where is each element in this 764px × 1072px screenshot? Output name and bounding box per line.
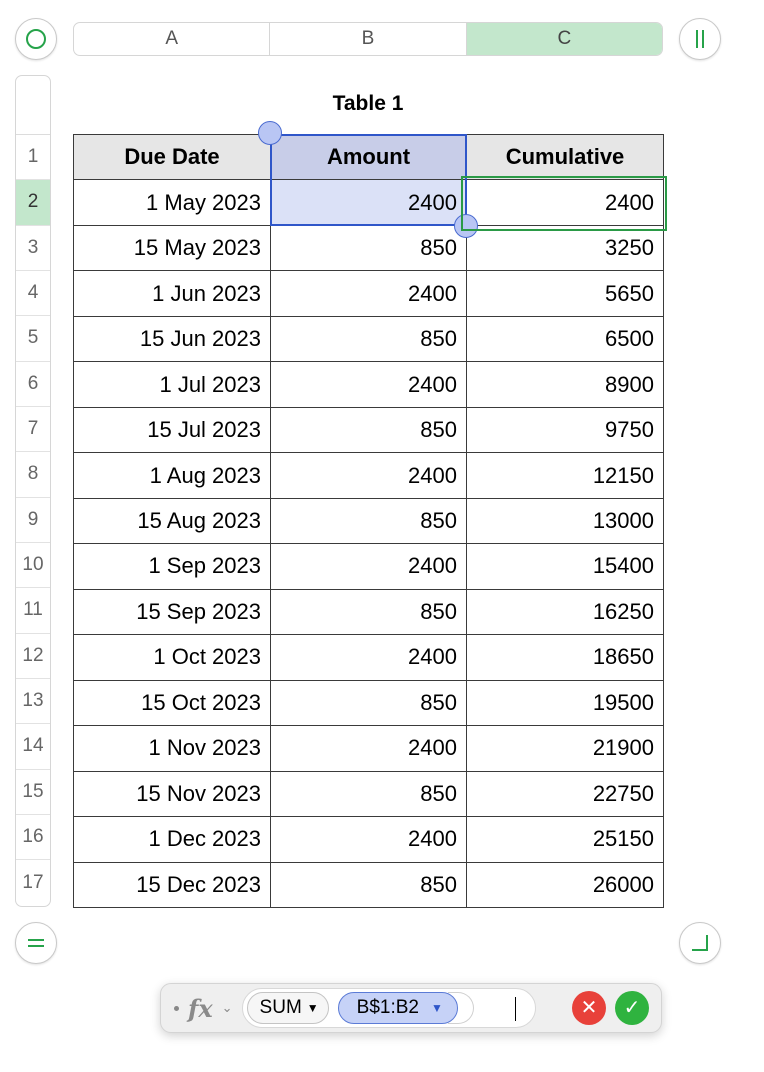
cumulative-cell[interactable]: 21900	[467, 726, 664, 771]
row-header[interactable]: 2	[16, 180, 50, 225]
table-row	[74, 589, 664, 634]
function-name: SUM	[259, 997, 302, 1018]
row-header[interactable]: 17	[22, 871, 44, 893]
table-row	[74, 180, 664, 225]
formula-bar	[160, 983, 662, 1033]
dropdown-arrow-icon[interactable]: ▼	[306, 1001, 319, 1015]
row-header[interactable]: 11	[16, 588, 50, 633]
due-date-cell[interactable]: 1 Sep 2023	[74, 544, 271, 589]
cumulative-cell[interactable]: 25150	[467, 817, 664, 862]
due-date-cell[interactable]: 15 Nov 2023	[74, 771, 271, 816]
row-header-bar	[15, 75, 51, 907]
amount-cell[interactable]: 2400	[271, 726, 467, 771]
due-date-cell[interactable]: 15 Aug 2023	[74, 498, 271, 543]
table-row	[74, 817, 664, 862]
due-date-cell[interactable]: 1 Nov 2023	[74, 726, 271, 771]
due-date-cell[interactable]: 1 Aug 2023	[74, 453, 271, 498]
due-date-cell[interactable]: 1 May 2023	[74, 180, 271, 225]
amount-cell[interactable]: 2400	[271, 180, 467, 225]
amount-cell[interactable]: 850	[271, 771, 467, 816]
due-date-cell[interactable]: 1 Dec 2023	[74, 817, 271, 862]
table-row	[74, 225, 664, 270]
amount-cell[interactable]: 2400	[271, 635, 467, 680]
amount-cell[interactable]: 850	[271, 225, 467, 270]
due-date-cell[interactable]: 15 May 2023	[74, 225, 271, 270]
row-header[interactable]: 5	[16, 316, 50, 361]
cumulative-cell[interactable]: 18650	[467, 635, 664, 680]
table-row	[74, 726, 664, 771]
amount-cell[interactable]: 850	[271, 407, 467, 452]
range-reference: B$1:B2	[356, 997, 419, 1018]
table-row	[74, 362, 664, 407]
row-handle-icon	[28, 939, 44, 947]
amount-cell[interactable]: 2400	[271, 271, 467, 316]
amount-cell[interactable]: 850	[271, 680, 467, 725]
due-date-cell[interactable]: 1 Jul 2023	[74, 362, 271, 407]
row-header[interactable]: 9	[16, 498, 50, 543]
table-row	[74, 680, 664, 725]
cumulative-cell[interactable]: 3250	[467, 225, 664, 270]
resize-table-button[interactable]	[679, 922, 721, 964]
row-header[interactable]: 12	[16, 634, 50, 679]
amount-cell[interactable]: 850	[271, 589, 467, 634]
function-token[interactable]	[247, 992, 329, 1024]
row-header[interactable]: 15	[16, 770, 50, 815]
row-header[interactable]: 10	[16, 543, 50, 588]
cumulative-cell[interactable]: 16250	[467, 589, 664, 634]
add-row-button[interactable]	[15, 922, 57, 964]
header-row	[74, 135, 664, 180]
due-date-cell[interactable]: 15 Sep 2023	[74, 589, 271, 634]
header-cell-due-date[interactable]: Due Date	[74, 135, 271, 180]
formula-input[interactable]	[242, 988, 536, 1028]
row-header[interactable]: 6	[16, 362, 50, 407]
amount-cell[interactable]: 850	[271, 862, 467, 907]
row-header[interactable]: 16	[16, 815, 50, 860]
column-header-b[interactable]: B	[270, 23, 466, 55]
range-reference-token[interactable]	[338, 992, 458, 1024]
table-row	[74, 862, 664, 907]
due-date-cell[interactable]: 15 Dec 2023	[74, 862, 271, 907]
dropdown-arrow-icon[interactable]: ▼	[431, 1001, 443, 1015]
cumulative-cell[interactable]: 15400	[467, 544, 664, 589]
cumulative-cell[interactable]: 22750	[467, 771, 664, 816]
closing-paren-token	[448, 992, 474, 1024]
cumulative-cell[interactable]: 5650	[467, 271, 664, 316]
accept-button[interactable]: ✓	[615, 991, 649, 1025]
due-date-cell[interactable]: 1 Oct 2023	[74, 635, 271, 680]
due-date-cell[interactable]: 15 Jul 2023	[74, 407, 271, 452]
row-header[interactable]: 14	[16, 724, 50, 769]
due-date-cell[interactable]: 15 Jun 2023	[74, 316, 271, 361]
due-date-cell[interactable]: 15 Oct 2023	[74, 680, 271, 725]
amount-cell[interactable]: 850	[271, 498, 467, 543]
amount-cell[interactable]: 2400	[271, 362, 467, 407]
cumulative-cell[interactable]: 26000	[467, 862, 664, 907]
row-header[interactable]: 8	[16, 452, 50, 497]
header-cell-cumulative[interactable]: Cumulative	[467, 135, 664, 180]
table-row	[74, 271, 664, 316]
table-row	[74, 635, 664, 680]
table-row	[74, 407, 664, 452]
row-header[interactable]: 3	[16, 226, 50, 271]
amount-cell[interactable]: 2400	[271, 817, 467, 862]
amount-cell[interactable]: 2400	[271, 453, 467, 498]
cumulative-cell[interactable]: 12150	[467, 453, 664, 498]
column-handle-icon	[696, 30, 704, 48]
amount-cell[interactable]: 2400	[271, 544, 467, 589]
row-header[interactable]: 7	[16, 407, 50, 452]
resize-corner-icon	[692, 935, 708, 951]
table-select-button[interactable]	[15, 18, 57, 60]
table-row	[74, 771, 664, 816]
data-table	[73, 134, 664, 908]
table-row	[74, 453, 664, 498]
column-header-a[interactable]: A	[74, 23, 270, 55]
chevron-down-icon[interactable]: ⌄	[221, 1000, 233, 1015]
drag-handle-icon[interactable]	[174, 1006, 179, 1011]
row-header[interactable]: 1	[16, 135, 50, 180]
cumulative-cell[interactable]: 8900	[467, 362, 664, 407]
row-header[interactable]: 4	[16, 271, 50, 316]
add-column-button[interactable]	[679, 18, 721, 60]
cumulative-cell[interactable]: 19500	[467, 680, 664, 725]
column-header-bar	[73, 22, 663, 56]
due-date-cell[interactable]: 1 Jun 2023	[74, 271, 271, 316]
header-cell-amount[interactable]: Amount	[271, 135, 467, 180]
range-start-handle[interactable]	[258, 121, 282, 145]
table-row	[74, 544, 664, 589]
range-end-handle[interactable]	[454, 214, 478, 238]
column-header-c[interactable]: C	[467, 23, 662, 55]
table-title[interactable]: Table 1	[332, 92, 404, 115]
table-row	[74, 498, 664, 543]
cumulative-cell[interactable]: 6500	[467, 316, 664, 361]
cumulative-cell[interactable]: 2400	[467, 180, 664, 225]
cumulative-cell[interactable]: 13000	[467, 498, 664, 543]
table-row	[74, 316, 664, 361]
row-header[interactable]: 13	[16, 679, 50, 724]
cancel-button[interactable]: ✕	[572, 991, 606, 1025]
text-caret	[515, 997, 517, 1021]
circle-icon	[26, 29, 46, 49]
function-icon[interactable]: fx	[188, 993, 213, 1023]
row-header-title-spacer	[16, 76, 50, 135]
cumulative-cell[interactable]: 9750	[467, 407, 664, 452]
amount-cell[interactable]: 850	[271, 316, 467, 361]
